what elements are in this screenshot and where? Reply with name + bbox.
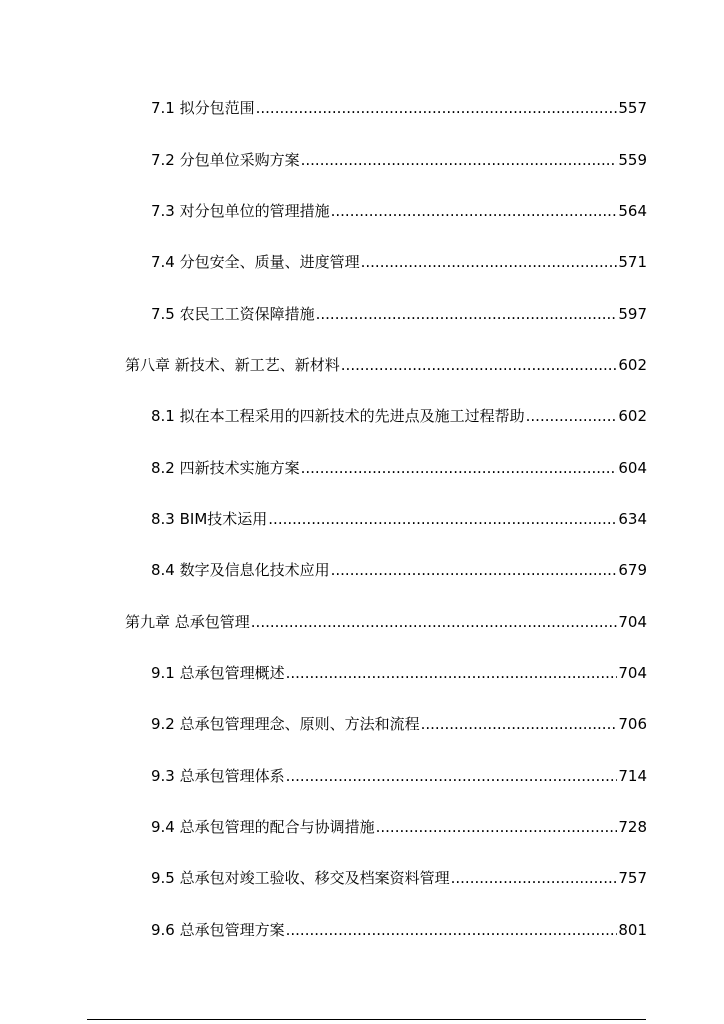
toc-entry-8-3[interactable] [0,494,647,545]
toc-entry-title: 9.5 总承包对竣工验收、移交及档案资料管理 [151,869,450,888]
toc-dot-leader [331,563,618,578]
toc-line [151,409,647,424]
toc-dot-leader [421,717,618,732]
toc-dot-leader [286,923,618,938]
toc-entry-page-number: 757 [618,869,647,888]
toc-entry-page-number: 564 [618,201,647,220]
toc-entry-7-4[interactable] [0,237,647,288]
toc-line [125,355,647,374]
toc-entry-8-1[interactable] [0,391,647,442]
toc-entry-page-number: 801 [618,920,647,939]
toc-entry-page-number: 728 [618,817,647,836]
toc-entry-title: 9.2 总承包管理理念、原则、方法和流程 [151,715,420,734]
toc-entry-page-number: 602 [618,355,647,374]
toc-dot-leader [331,204,618,219]
toc-entry-title: 8.4 数字及信息化技术应用 [151,561,330,580]
toc-entry-9-1[interactable] [0,648,647,699]
toc-entry-title: 9.4 总承包管理的配合与协调措施 [151,817,375,836]
toc-entry-chapter-9[interactable] [0,596,647,647]
toc-line [151,766,647,785]
toc-entry-page-number: 714 [618,766,647,785]
toc-dot-leader [341,358,618,373]
toc-dot-leader [526,409,618,424]
toc-entry-page-number: 704 [618,663,647,682]
toc-entry-title: 7.5 农民工工资保障措施 [151,304,315,323]
toc-entry-8-2[interactable] [0,442,647,493]
toc-entry-page-number: 679 [618,561,647,580]
toc-line [125,612,647,631]
toc-entry-page-number: 597 [618,304,647,323]
toc-entry-title: 9.3 总承包管理体系 [151,766,285,785]
toc-entry-title: 第八章 新技术、新工艺、新材料 [125,355,340,374]
toc-entry-9-5[interactable] [0,853,647,904]
toc-dot-leader [268,512,617,527]
toc-dot-leader [301,461,618,476]
toc-entry-7-5[interactable] [0,288,647,339]
toc-line [151,150,647,169]
toc-entry-title: 8.1 拟在本工程采用的四新技术的先进点及施工过程帮助 [151,407,525,426]
toc-dot-leader [451,871,618,886]
toc-dot-leader [256,101,618,116]
toc-line [151,201,647,220]
toc-line [151,304,647,323]
toc-entry-7-2[interactable] [0,134,647,185]
toc-entry-title: 8.2 四新技术实施方案 [151,458,300,477]
toc-entry-title: 8.3 BIM技术运用 [151,509,268,528]
toc-entry-title: 7.1 拟分包范围 [151,99,255,118]
toc-entry-title: 第九章 总承包管理 [125,612,250,631]
toc-entry-page-number: 704 [618,612,647,631]
toc-entry-8-4[interactable] [0,545,647,596]
toc-line [151,458,647,477]
toc-line [151,255,647,270]
toc-entry-9-6[interactable] [0,905,647,956]
toc-entry-chapter-8[interactable] [0,340,647,391]
toc-entry-page-number: 557 [618,99,647,118]
toc-entry-title: 9.1 总承包管理概述 [151,663,285,682]
toc-line [151,509,647,528]
toc-line [151,101,647,116]
toc-entry-page-number: 602 [618,407,647,426]
toc-entry-title: 9.6 总承包管理方案 [151,920,285,939]
toc-line [151,920,647,939]
toc-dot-leader [286,769,618,784]
toc-entry-page-number: 706 [618,715,647,734]
toc-line [151,871,647,886]
toc-entry-page-number: 559 [618,150,647,169]
toc-dot-leader [301,153,618,168]
toc-dot-leader [361,255,618,270]
table-of-contents [0,83,724,956]
toc-entry-7-1[interactable] [0,83,647,134]
toc-dot-leader [251,615,618,630]
toc-dot-leader [376,820,618,835]
toc-entry-page-number: 634 [618,509,647,528]
toc-entry-9-3[interactable] [0,750,647,801]
toc-dot-leader [286,666,618,681]
toc-line [151,717,647,732]
toc-entry-9-2[interactable] [0,699,647,750]
toc-line [151,563,647,578]
toc-entry-page-number: 604 [618,458,647,477]
toc-entry-7-3[interactable] [0,186,647,237]
footer-divider [87,1019,646,1020]
toc-entry-title: 7.3 对分包单位的管理措施 [151,201,330,220]
toc-entry-title: 7.2 分包单位采购方案 [151,150,300,169]
toc-line [151,663,647,682]
toc-entry-page-number: 571 [618,253,647,272]
toc-entry-9-4[interactable] [0,802,647,853]
toc-dot-leader [316,307,618,322]
toc-line [151,817,647,836]
toc-entry-title: 7.4 分包安全、质量、进度管理 [151,253,360,272]
